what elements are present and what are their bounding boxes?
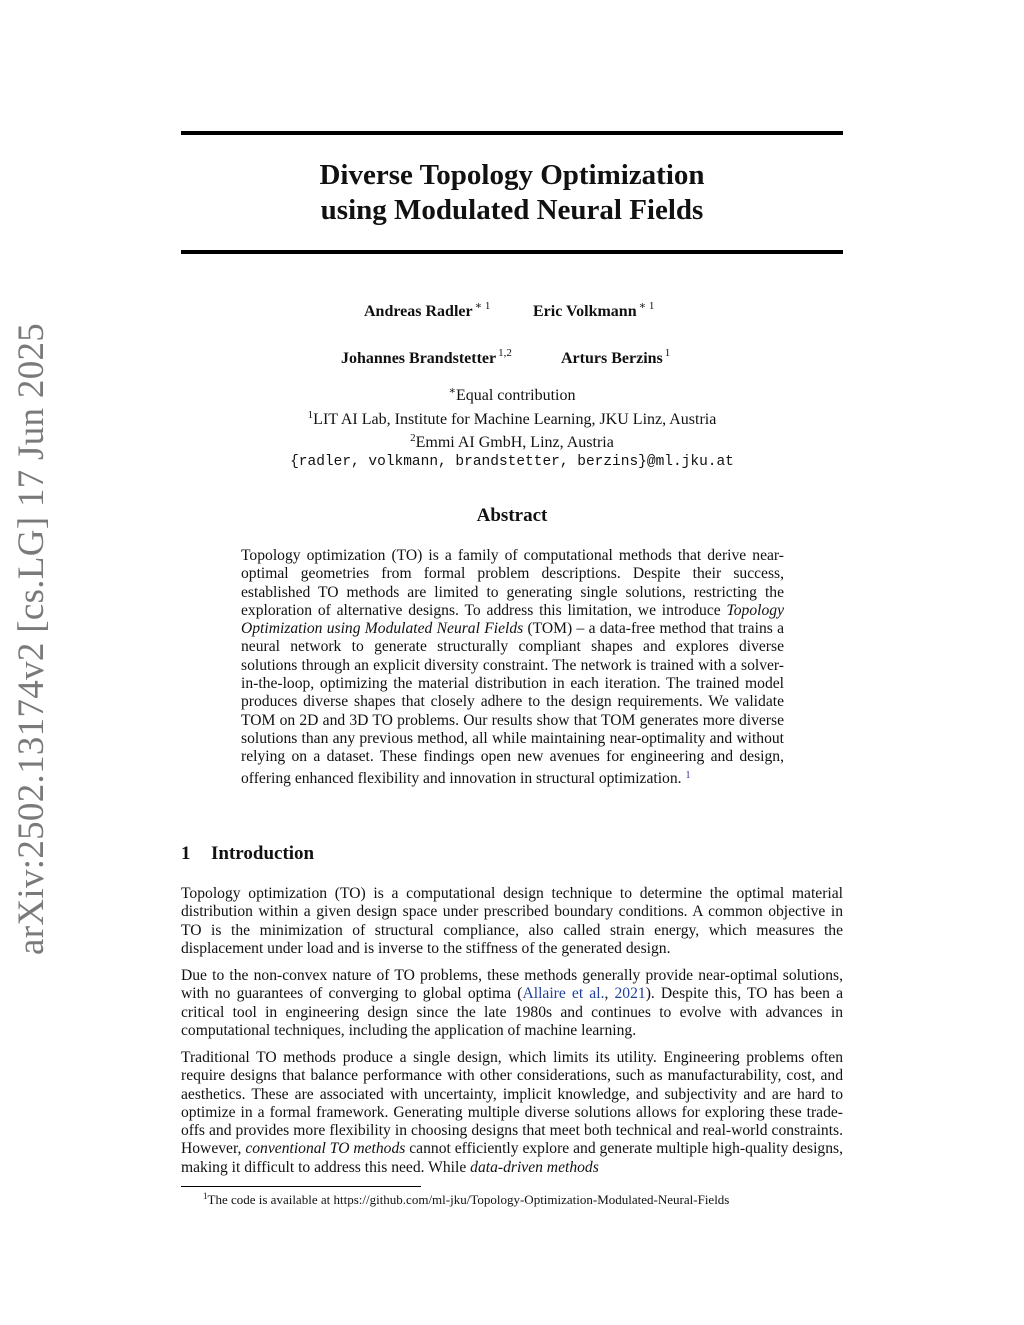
footnote-text: The code is available at https://github.com/ml-jku/Topology-Optimization-Modulated-Neural-Fields bbox=[207, 1192, 730, 1207]
author-radler bbox=[364, 299, 490, 321]
title-line-1: Diverse Topology Optimization bbox=[319, 159, 705, 191]
author-marks: 1,2 bbox=[498, 347, 512, 359]
title-line-2: using Modulated Neural Fields bbox=[320, 194, 704, 226]
equal-contribution-note: ∗Equal contribution bbox=[448, 385, 576, 404]
author-emails: {radler, volkmann, brandstetter, berzins}@ml.jku.at bbox=[290, 453, 734, 470]
author-name: Andreas Radler bbox=[364, 303, 473, 320]
section-heading-introduction bbox=[181, 843, 314, 865]
title-rule-bottom bbox=[181, 250, 843, 254]
paper-title bbox=[181, 158, 843, 228]
footnote-1: $^1$The code is available at https://github.com/ml-jku/Topology-Optimization-Modulated-Neural-Fields bbox=[203, 1191, 730, 1207]
arxiv-identifier: arXiv:2502.13174v2 [cs.LG] 17 Jun 2025 bbox=[11, 322, 52, 955]
section-number: 1 bbox=[181, 843, 191, 864]
author-volkmann bbox=[533, 299, 654, 321]
intro-paragraph-3: Traditional TO methods produce a single design, which limits its utility. Engineering problems often require designs that balance performance with other considerations, such as manufacturability, cost, and aesthetics. These are associated with uncertainty, implicit knowledge, and subjectivity and are hard to optimize in a formal framework. Generating multiple diverse solutions allows for exploring these trade-offs and provides more flexibility in choosing designs that meet both technical and real-world constraints. However, conventional TO methods cannot efficiently explore and generate multiple high-quality designs, making it difficult to address this need. While data-driven methods bbox=[181, 1049, 843, 1176]
footnote-rule bbox=[181, 1186, 421, 1187]
intro-paragraph-1: Topology optimization (TO) is a computational design technique to determine the optimal material distribution within a given design space under prescribed boundary conditions. A common objective in TO is the minimization of structural compliance, also called strain energy, which measures the displacement under load and is inverse to the stiffness of the generated design. bbox=[181, 885, 843, 957]
citation-allaire-year[interactable]: 2021 bbox=[614, 985, 646, 1003]
citation-allaire-authors[interactable]: Allaire et al. bbox=[522, 985, 605, 1003]
author-name: Johannes Brandstetter bbox=[341, 350, 497, 367]
affiliation-2: $^2$Emmi AI GmbH, Linz, Austria bbox=[410, 432, 614, 451]
affiliation-1: $^1$LIT AI Lab, Institute for Machine Learning, JKU Linz, Austria bbox=[307, 408, 717, 428]
author-name: Arturs Berzins bbox=[561, 350, 663, 367]
author-marks: ∗ 1 bbox=[474, 300, 491, 312]
title-rule-top bbox=[181, 131, 843, 135]
author-berzins bbox=[561, 347, 670, 368]
method-name: Topology Optimization using Modulated Neural Fields bbox=[241, 601, 784, 638]
abstract-footnote-link[interactable]: 1 bbox=[685, 769, 691, 781]
author-marks: ∗ 1 bbox=[638, 300, 655, 312]
abstract-text: Topology optimization (TO) is a family of computational methods that derive near-optimal geometries from formal problem descriptions. Despite their success, established TO methods are limited to generating single solutions, restricting the exploration of alternative designs. To address this limitation, we introduce Topology Optimization using Modulated Neural Fields (TOM) – a data-free method that trains a neural network to generate structurally compliant shapes and explores diverse solutions through an explicit diversity constraint. The network is trained with a solver-in-the-loop, optimizing the material distribution in each iteration. The trained model produces diverse shapes that closely adhere to the design requirements. We validate TOM on 2D and 3D TO problems. Our results show that TOM generates more diverse solutions than any previous method, all while maintaining near-optimality and without relying on a dataset. These findings open new avenues for engineering and design, offering enhanced flexibility and innovation in structural optimization. $^1$ bbox=[241, 547, 785, 787]
intro-paragraph-2: Due to the non-convex nature of TO problems, these methods generally provide near-optimal solutions, with no guarantees of converging to global optima (Allaire et al., 2021). Despite this, TO has been a critical tool in engineering design since the late 1980s and continues to evolve with advances in computational techniques, including the application of machine learning. bbox=[181, 967, 843, 1039]
author-brandstetter bbox=[341, 347, 512, 368]
section-title: Introduction bbox=[211, 843, 315, 864]
author-marks: 1 bbox=[664, 347, 671, 359]
author-name: Eric Volkmann bbox=[533, 303, 637, 320]
affiliations bbox=[181, 382, 843, 472]
abstract-heading: Abstract bbox=[476, 505, 548, 526]
